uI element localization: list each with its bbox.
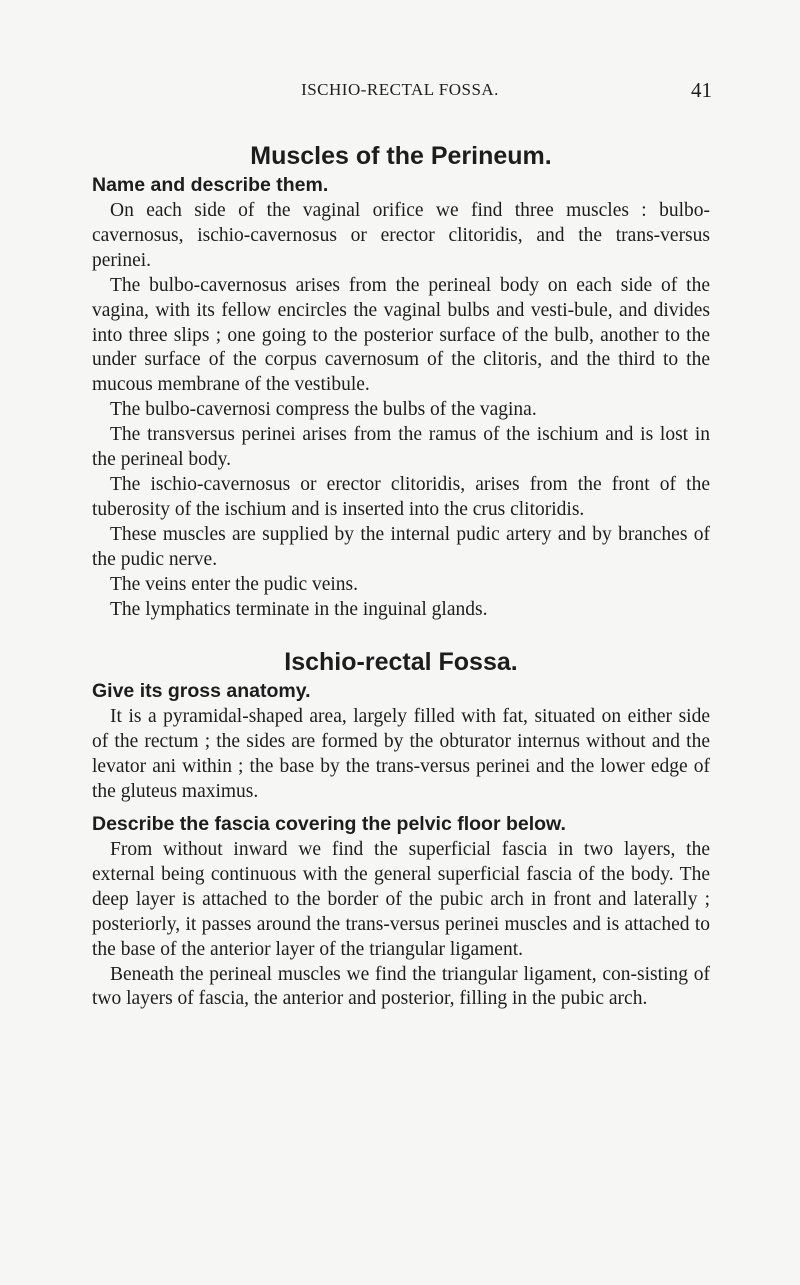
paragraph: It is a pyramidal-shaped area, largely filled with fat, situated on either side of the rectum ; the sides are formed by the obturator internus without and the levator ani within ; the base by the trans-versus perinei and the lower edge of the gluteus maximus. [92,706,710,803]
running-head [0,78,800,104]
page-number: 41 [691,78,712,102]
running-head-title: ISCHIO-RECTAL FOSSA. [301,80,499,99]
paragraph: The ischio-cavernosus or erector clitoridis, arises from the front of the tuberosity of the ischium and is inserted into the crus clitoridis. [92,473,710,520]
paragraph: The bulbo-cavernosus arises from the perineal body on each side of the vagina, with its fellow encircles the vaginal bulbs and vesti-bule, and divides into three slips ; one going to the posterior surface of the bulb, another to the under surface of the corpus cavernosum of the clitoris, and the third to the mucous membrane of the vestibule. [92,274,710,396]
section-title-ischio-rectal: Ischio-rectal Fossa. [284,648,518,677]
question-heading: Give its gross anatomy. [92,680,311,703]
body-text [92,140,710,1012]
question-heading: Describe the fascia covering the pelvic floor below. [92,813,566,836]
section-title-muscles: Muscles of the Perineum. [250,142,552,170]
question-heading: Name and describe them. [92,174,329,196]
paragraph: On each side of the vaginal orifice we find three muscles : bulbo-cavernosus, ischio-cavernosus or erector clitoridis, and the trans-versus perinei. [92,200,710,271]
paragraph: Beneath the perineal muscles we find the triangular ligament, con-sisting of two layers of fascia, the anterior and posterior, filling in the pubic arch. [92,963,710,1010]
paragraph: The bulbo-cavernosi compress the bulbs of the vagina. [110,399,537,421]
paragraph: The transversus perinei arises from the ramus of the ischium and is lost in the perineal body. [92,424,710,471]
paragraph: The lymphatics terminate in the inguinal glands. [110,598,488,620]
paragraph: From without inward we find the superficial fascia in two layers, the external being continuous with the general superficial fascia of the body. The deep layer is attached to the border of the pubic arch in front and laterally ; posteriorly, it passes around the trans-versus perinei muscles and is attached to the base of the anterior layer of the triangular ligament. [92,839,710,960]
paragraph: The veins enter the pudic veins. [110,573,359,595]
paragraph: These muscles are supplied by the internal pudic artery and by branches of the pudic nerve. [92,523,710,570]
